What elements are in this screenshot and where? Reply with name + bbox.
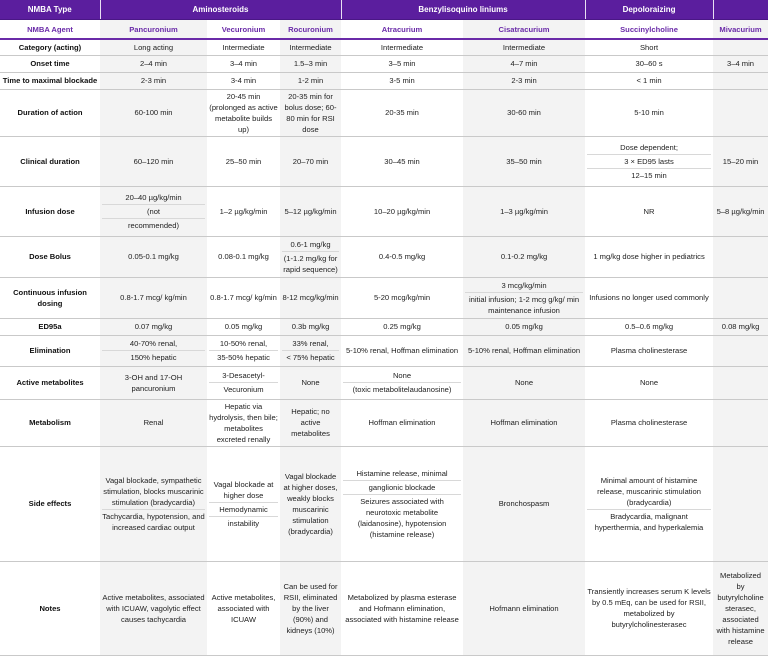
cell-line: Vecuronium [223,385,264,394]
table-cell: 5-10% renal, Hoffman elimination [341,335,463,366]
table-cell: 3–4 min [207,55,280,72]
row-label: Elimination [0,335,100,366]
table-cell: 0.8-1.7 mcg/ kg/min [100,277,207,318]
cell-line: recommended) [127,220,180,230]
table-cell [713,335,768,366]
table-cell [341,446,463,561]
table-cell [713,366,768,399]
table-row [0,446,768,561]
table-row [0,55,768,72]
table-cell [207,446,280,561]
table-row [0,277,768,318]
table-cell [585,136,713,186]
cell-line: 10-50% renal, [209,337,278,351]
table-cell: Hoffman elimination [341,399,463,446]
table-cell: 3–4 min [713,55,768,72]
agent-succinylcholine: Succinylcholine [585,20,713,40]
agent-mivacurium: Mivacurium [713,20,768,40]
table-row [0,236,768,277]
table-cell: Active metabolites, associated with ICUAW, vagolytic effect causes tachycardia [100,561,207,655]
cell-line: Vagal blockade, sympathetic stimulation, blocks muscarinic stimulation (bradycardia) [102,474,205,510]
table-cell: 0.3b mg/kg [280,318,341,335]
cell-line: initial infusion; 1-2 mcg g/kg/ min maintenance infusion [468,294,580,315]
table-cell: 0.07 mg/kg [100,318,207,335]
table-cell: Short [585,39,713,55]
table-cell: Infusions no longer used commonly [585,277,713,318]
table-cell: Intermediate [207,39,280,55]
table-cell: 20-35 min [341,89,463,136]
nmba-agent-label: NMBA Agent [0,20,100,40]
table-cell: 15–20 min [713,136,768,186]
table-cell: 3-OH and 17-OH pancuronium [100,366,207,399]
row-label: Infusion dose [0,186,100,236]
table-cell: 20–70 min [280,136,341,186]
table-cell: Renal [100,399,207,446]
row-label: Dose Bolus [0,236,100,277]
table-cell: 0.8-1.7 mcg/ kg/min [207,277,280,318]
table-cell: None [463,366,585,399]
table-cell: 4–7 min [463,55,585,72]
table-cell: 8-12 mcg/kg/min [280,277,341,318]
table-cell: 1–2 µg/kg/min [207,186,280,236]
row-label: Clinical duration [0,136,100,186]
table-cell: Intermediate [463,39,585,55]
cell-line: 35-50% hepatic [217,353,270,362]
agent-header-row [0,20,768,40]
table-row [0,561,768,655]
table-cell: 30–60 s [585,55,713,72]
table-cell: Hofmann elimination [463,561,585,655]
table-cell: 2-3 min [463,72,585,89]
cell-line: 20–40 µg/kg/min [102,191,205,205]
cell-line: (not [102,205,205,219]
agent-atracurium: Atracurium [341,20,463,40]
row-label: Notes [0,561,100,655]
table-row [0,366,768,399]
table-row [0,136,768,186]
table-cell: 5–12 µg/kg/min [280,186,341,236]
table-cell: 1.5–3 min [280,55,341,72]
table-cell: 0.5–0.6 mg/kg [585,318,713,335]
table-cell: 2–4 min [100,55,207,72]
table-cell: Can be used for RSII, eliminated by the liver (90%) and kidneys (10%) [280,561,341,655]
group-depolarizing: Depoloraizing [585,0,713,20]
group-header-row [0,0,768,20]
cell-line: (toxic metabolitelaudanosine) [352,385,452,394]
table-cell: Plasma cholinesterase [585,335,713,366]
cell-line: 12–15 min [631,170,667,180]
table-cell [100,335,207,366]
cell-line: Hemodynamic [209,503,278,517]
table-cell: Hepatic; no active metabolites [280,399,341,446]
cell-line: Seizures associated with neurotoxic metabolite (laidanosine), hypotension (histamine release) [357,496,447,539]
table-cell: 5-10% renal, Hoffman elimination [463,335,585,366]
row-label: Side effects [0,446,100,561]
cell-line: (1-1.2 mg/kg for rapid sequence) [283,253,338,274]
table-cell: 10–20 µg/kg/min [341,186,463,236]
cell-line: 3 mcg/kg/min [465,279,583,293]
cell-line: ganglionic blockade [343,481,461,495]
table-cell: Metabolized by butyrylcholine sterasec, associated with histamine release [713,561,768,655]
cell-line: 0.6-1 mg/kg [282,238,339,252]
group-aminosteroids: Aminosteroids [100,0,341,20]
table-cell: Hoffman elimination [463,399,585,446]
cell-line: Vagal blockade at higher dose [209,478,278,503]
group-benzylisoquinoliniums: Benzylisoquino liniums [341,0,585,20]
table-row [0,39,768,55]
table-cell: 0.08 mg/kg [713,318,768,335]
table-cell: 0.08-0.1 mg/kg [207,236,280,277]
table-cell: 0.05-0.1 mg/kg [100,236,207,277]
cell-line: Tachycardia, hypotension, and increased cardiac output [102,511,205,532]
table-cell: 1-2 min [280,72,341,89]
cell-line: 3-Desacetyl- [209,369,278,383]
row-label: Time to maximal blockade [0,72,100,89]
group-blank [713,0,768,20]
table-cell [713,236,768,277]
cell-line: 40-70% renal, [102,337,205,351]
row-label: Onset time [0,55,100,72]
table-cell: 5-10 min [585,89,713,136]
table-cell [463,277,585,318]
table-cell: 0.05 mg/kg [207,318,280,335]
table-row [0,399,768,446]
table-row [0,186,768,236]
table-cell: 2-3 min [100,72,207,89]
cell-line: Minimal amount of histamine release, muscarinic stimulation (bradycardia) [587,474,711,510]
agent-cisatracurium: Cisatracurium [463,20,585,40]
table-cell: 30–45 min [341,136,463,186]
table-cell: 0.4-0.5 mg/kg [341,236,463,277]
table-cell: Plasma cholinesterase [585,399,713,446]
table-cell: Intermediate [341,39,463,55]
cell-line: instability [227,518,260,528]
table-cell [280,236,341,277]
table-cell [585,446,713,561]
table-cell [713,277,768,318]
table-cell: Transiently increases serum K levels by 0.5 mEq, can be used for RSII, metabolized by butyrylcholinesterasec [585,561,713,655]
table-cell: 3-5 min [341,72,463,89]
table-cell: 35–50 min [463,136,585,186]
table-cell [207,335,280,366]
table-cell [280,335,341,366]
table-cell: 30-60 min [463,89,585,136]
table-cell: Hepatic via hydrolysis, then bile; metabolites excreted renally [207,399,280,446]
table-cell: 0.1-0.2 mg/kg [463,236,585,277]
cell-line: Dose dependent; [587,141,711,155]
table-cell: Intermediate [280,39,341,55]
row-label: Metabolism [0,399,100,446]
table-cell: None [585,366,713,399]
cell-line: Histamine release, minimal [343,467,461,481]
table-cell: 20-45 min (prolonged as active metabolite builds up) [207,89,280,136]
table-row [0,89,768,136]
cell-line: < 75% hepatic [286,353,335,362]
table-cell: Long acting [100,39,207,55]
table-cell: Active metabolites, associated with ICUAW [207,561,280,655]
table-cell: None [280,366,341,399]
table-row [0,72,768,89]
table-cell [713,39,768,55]
agent-vecuronium: Vecuronium [207,20,280,40]
table-cell: 1–3 µg/kg/min [463,186,585,236]
cell-line: 33% renal, [282,337,339,351]
table-cell [207,366,280,399]
table-cell: Vagal blockade at higher doses, weakly blocks muscarinic stimulation (bradycardia) [280,446,341,561]
table-cell: 5–8 µg/kg/min [713,186,768,236]
table-cell: 0.05 mg/kg [463,318,585,335]
cell-line: None [343,369,461,383]
row-label: Active metabolites [0,366,100,399]
table-cell: 1 mg/kg dose higher in pediatrics [585,236,713,277]
row-label: Duration of action [0,89,100,136]
row-label: Continuous infusion dosing [0,277,100,318]
table-cell [100,446,207,561]
table-cell: 25–50 min [207,136,280,186]
table-row [0,318,768,335]
agent-pancuronium: Pancuronium [100,20,207,40]
agent-rocuronium: Rocuronium [280,20,341,40]
nmba-type-header: NMBA Type [0,0,100,20]
table-cell: 5-20 mcg/kg/min [341,277,463,318]
table-cell: 0.25 mg/kg [341,318,463,335]
row-label: ED95a [0,318,100,335]
table-row [0,335,768,366]
table-cell: 60–120 min [100,136,207,186]
table-cell: 3–5 min [341,55,463,72]
table-cell [713,89,768,136]
table-cell [713,446,768,561]
cell-line: Bradycardia, malignant hyperthermia, and hyperkalemia [594,511,704,532]
table-cell: NR [585,186,713,236]
table-cell: 3-4 min [207,72,280,89]
table-cell: Bronchospasm [463,446,585,561]
table-cell [100,186,207,236]
table-cell: 20-35 min for bolus dose; 60-80 min for RSI dose [280,89,341,136]
table-cell [713,72,768,89]
cell-line: 150% hepatic [130,353,177,362]
cell-line: 3 × ED95 lasts [587,155,711,169]
table-cell [341,366,463,399]
row-label: Category (acting) [0,39,100,55]
table-cell: Metabolized by plasma esterase and Hofmann elimination, associated with histamine release [341,561,463,655]
table-cell: < 1 min [585,72,713,89]
table-cell: 60-100 min [100,89,207,136]
table-cell [713,399,768,446]
